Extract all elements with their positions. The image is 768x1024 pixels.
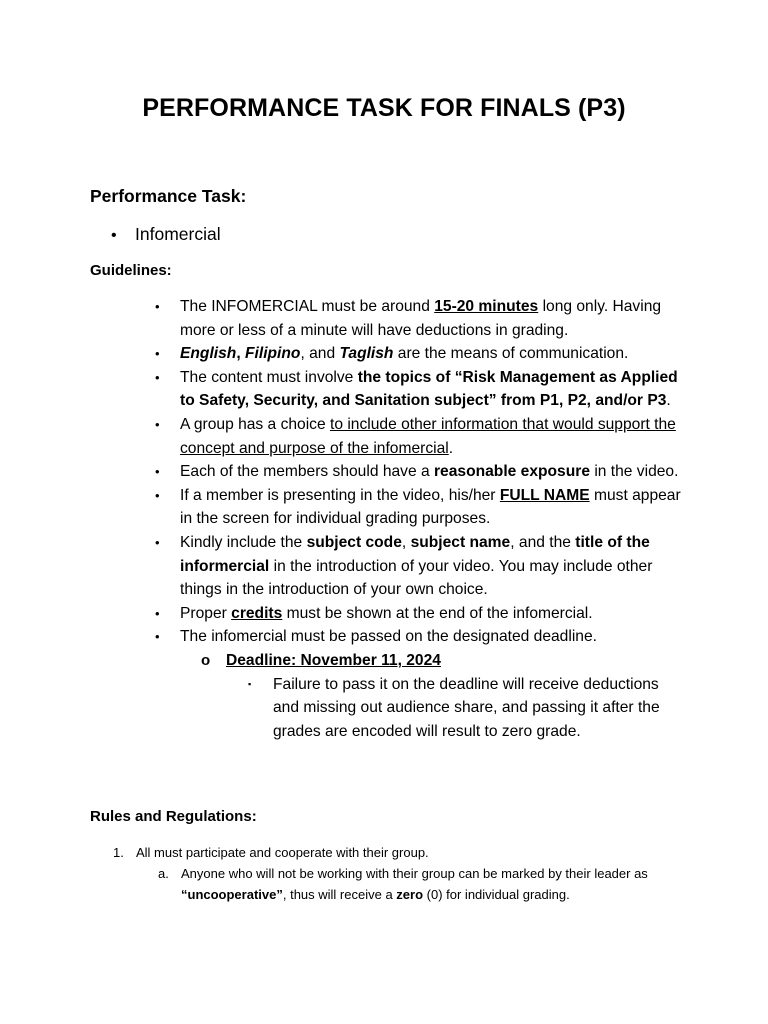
guideline-text: The infomercial must be passed on the designated deadline. [180,628,597,646]
circle-bullet-icon: o [201,651,211,669]
bullet-icon: • [155,534,160,550]
rule-participation [113,842,683,863]
rules-list [113,842,683,905]
rule-letter: a. [158,866,169,881]
guideline-full-name [155,484,685,531]
bullet-icon: • [111,227,117,244]
failure-item [248,673,685,744]
guidelines-list [155,295,685,743]
guideline-deadline [155,625,685,649]
guideline-content [155,366,685,413]
rules-heading: Rules and Regulations: [90,808,257,825]
guideline-text: Each of the members should have a reasonable exposure in the video. [180,463,679,481]
bullet-icon: • [155,369,160,385]
deadline-text: Deadline: November 11, 2024 [226,651,441,669]
rule-uncooperative [158,863,683,905]
performance-task-item [111,224,221,245]
guideline-text: A group has a choice to include other information that would support the concept and purpose of the infomercial. [180,415,676,457]
deadline-item [201,649,685,673]
bullet-icon: • [155,464,160,480]
guideline-text: The content must involve the topics of “Risk Management as Applied to Safety, Security, and Sanitation subject” from P1, P2, and/or P3. [180,368,678,410]
guideline-languages [155,342,685,366]
guideline-text: If a member is presenting in the video, his/her FULL NAME must appear in the screen for individual grading purposes. [180,486,681,528]
rule-text: All must participate and cooperate with their group. [136,845,429,860]
guideline-text: The INFOMERCIAL must be around 15-20 minutes long only. Having more or less of a minute will have deductions in grading. [180,298,662,339]
bullet-icon: • [155,416,160,432]
guideline-exposure [155,460,685,484]
performance-task-label: Infomercial [135,224,221,244]
failure-text: Failure to pass it on the deadline will receive deductions and missing out audience share, and passing it after the grades are encoded will result to zero grade. [273,675,660,740]
guideline-text: Kindly include the subject code, subject name, and the title of the informercial in the introduction of your video. You may include other things in the introduction of your own choice. [180,533,653,599]
guideline-text: English, Filipino, and Taglish are the means of communication. [180,345,629,363]
guideline-text: Proper credits must be shown at the end of the infomercial. [180,604,593,622]
bullet-icon: • [155,487,160,503]
performance-task-heading: Performance Task: [90,186,247,206]
bullet-icon: • [155,346,160,362]
guideline-other-info [155,413,685,460]
guideline-credits [155,602,685,626]
bullet-icon: • [155,605,160,621]
guideline-introduction [155,531,685,602]
bullet-icon: • [155,299,160,314]
guidelines-heading: Guidelines: [90,262,172,279]
bullet-icon: • [155,629,160,645]
square-bullet-icon: ▪ [248,678,252,689]
rule-text: Anyone who will not be working with their group can be marked by their leader as “uncooperative”, thus will receive a zero (0) for individual grading. [181,866,648,902]
guideline-duration [155,295,685,342]
document-title: PERFORMANCE TASK FOR FINALS (P3) [142,94,626,122]
rule-number: 1. [113,845,124,860]
